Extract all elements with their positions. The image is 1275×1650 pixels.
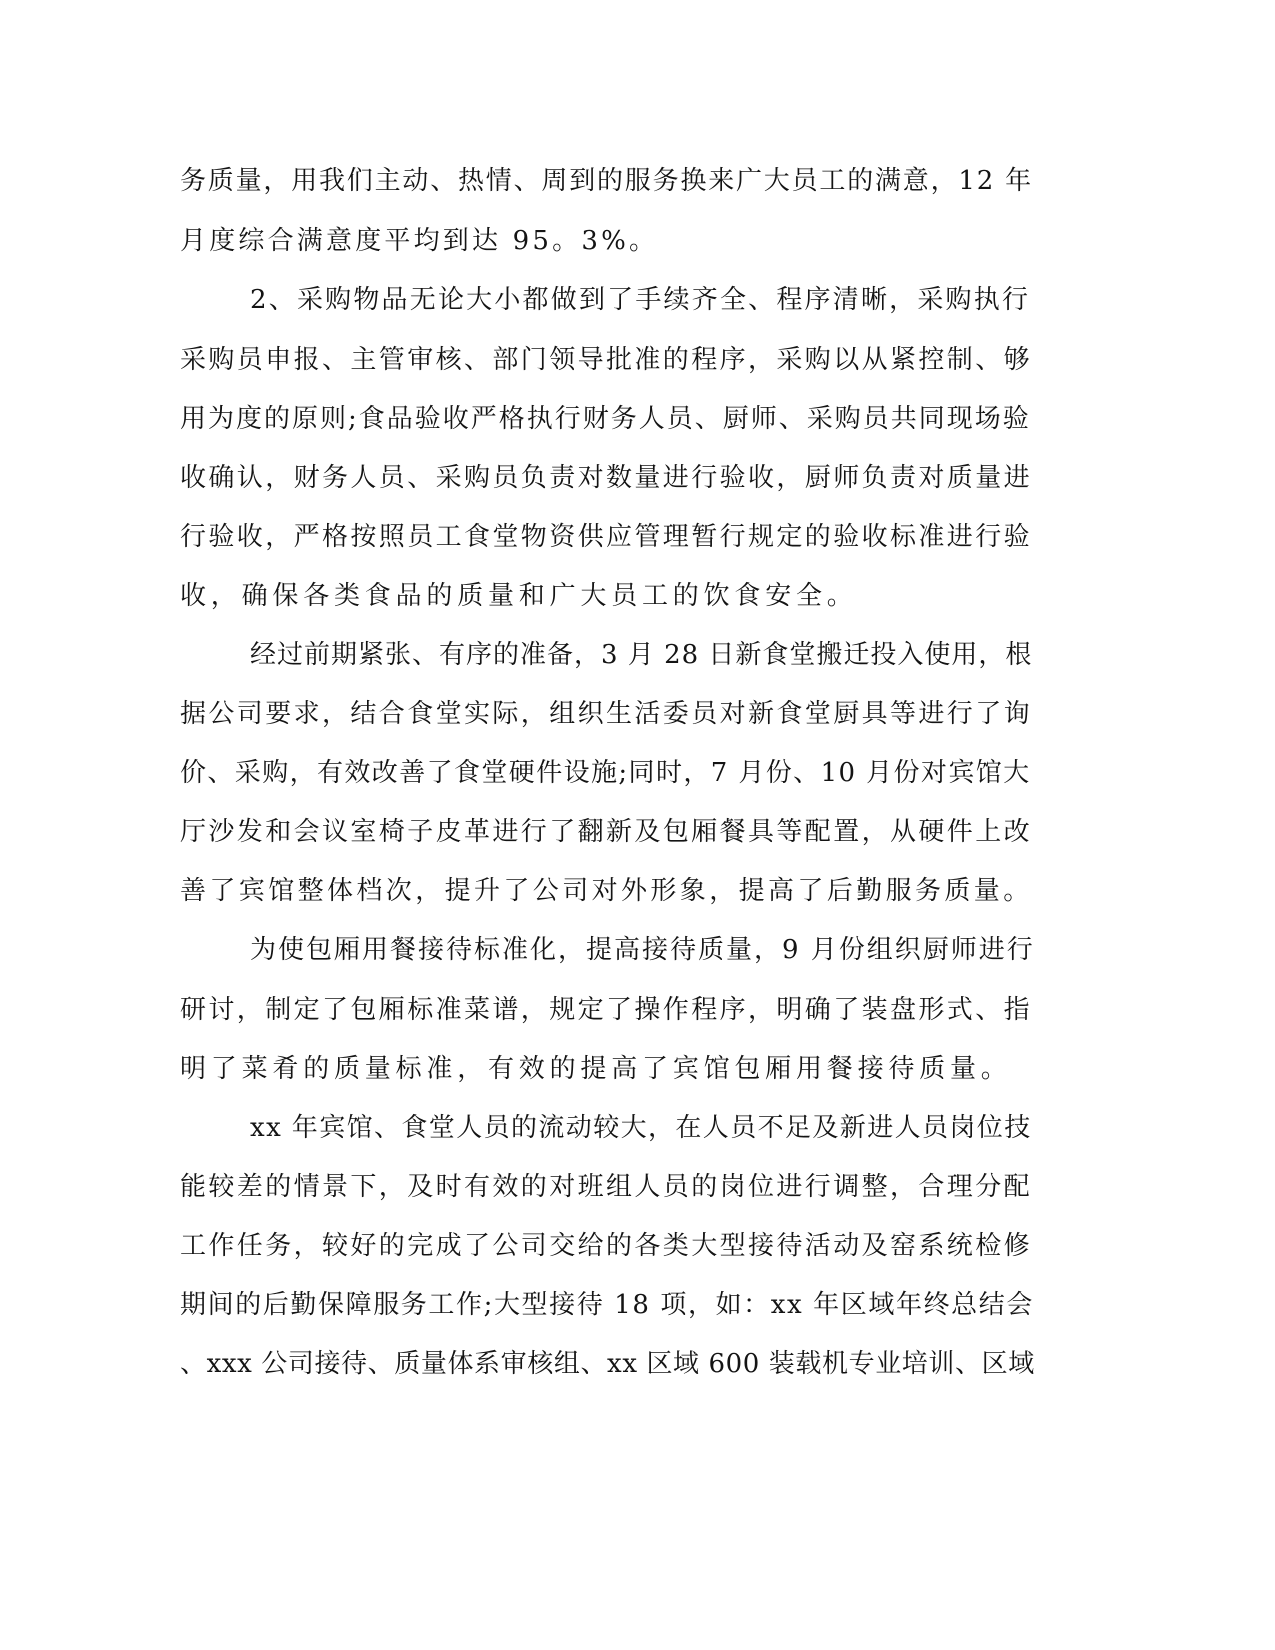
text-line: 工作任务，较好的完成了公司交给的各类大型接待活动及窑系统检修 bbox=[180, 1231, 1033, 1261]
text-line: 研讨，制定了包厢标准菜谱，规定了操作程序，明确了装盘形式、指 bbox=[180, 995, 1033, 1025]
text-line: 用为度的原则;食品验收严格执行财务人员、厨师、采购员共同现场验 bbox=[180, 404, 1031, 434]
text-line: xx 年宾馆、食堂人员的流动较大，在人员不足及新进人员岗位技 bbox=[250, 1113, 1032, 1143]
text-line: 月度综合满意度平均到达 95。3%。 bbox=[180, 226, 659, 256]
text-line: 行验收，严格按照员工食堂物资供应管理暂行规定的验收标准进行验 bbox=[180, 522, 1033, 552]
text-line: 能较差的情景下，及时有效的对班组人员的岗位进行调整，合理分配 bbox=[180, 1172, 1033, 1202]
text-line: 为使包厢用餐接待标准化，提高接待质量，9 月份组织厨师进行 bbox=[250, 935, 1035, 965]
text-line: 收确认，财务人员、采购员负责对数量进行验收，厨师负责对质量进 bbox=[180, 463, 1033, 493]
text-line: 、xxx 公司接待、质量体系审核组、xx 区域 600 装载机专业培训、区域 bbox=[180, 1349, 1035, 1379]
text-line: 务质量，用我们主动、热情、周到的服务换来广大员工的满意，12 年 bbox=[180, 166, 1033, 196]
text-line: 收，确保各类食品的质量和广大员工的饮食安全。 bbox=[180, 581, 858, 611]
text-line: 2、采购物品无论大小都做到了手续齐全、程序清晰，采购执行 bbox=[250, 285, 1031, 315]
text-line: 据公司要求，结合食堂实际，组织生活委员对新食堂厨具等进行了询 bbox=[180, 699, 1033, 729]
text-line: 善了宾馆整体档次，提升了公司对外形象，提高了后勤服务质量。 bbox=[180, 876, 1033, 906]
text-line: 经过前期紧张、有序的准备，3 月 28 日新食堂搬迁投入使用，根 bbox=[250, 640, 1033, 670]
text-line: 价、采购，有效改善了食堂硬件设施;同时，7 月份、10 月份对宾馆大 bbox=[180, 758, 1031, 788]
text-line: 明了菜肴的质量标准，有效的提高了宾馆包厢用餐接待质量。 bbox=[180, 1054, 1012, 1084]
text-line: 期间的后勤保障服务工作;大型接待 18 项，如：xx 年区域年终总结会 bbox=[180, 1290, 1034, 1320]
text-line: 厅沙发和会议室椅子皮革进行了翻新及包厢餐具等配置，从硬件上改 bbox=[180, 817, 1033, 847]
text-line: 采购员申报、主管审核、部门领导批准的程序，采购以从紧控制、够 bbox=[180, 345, 1033, 375]
